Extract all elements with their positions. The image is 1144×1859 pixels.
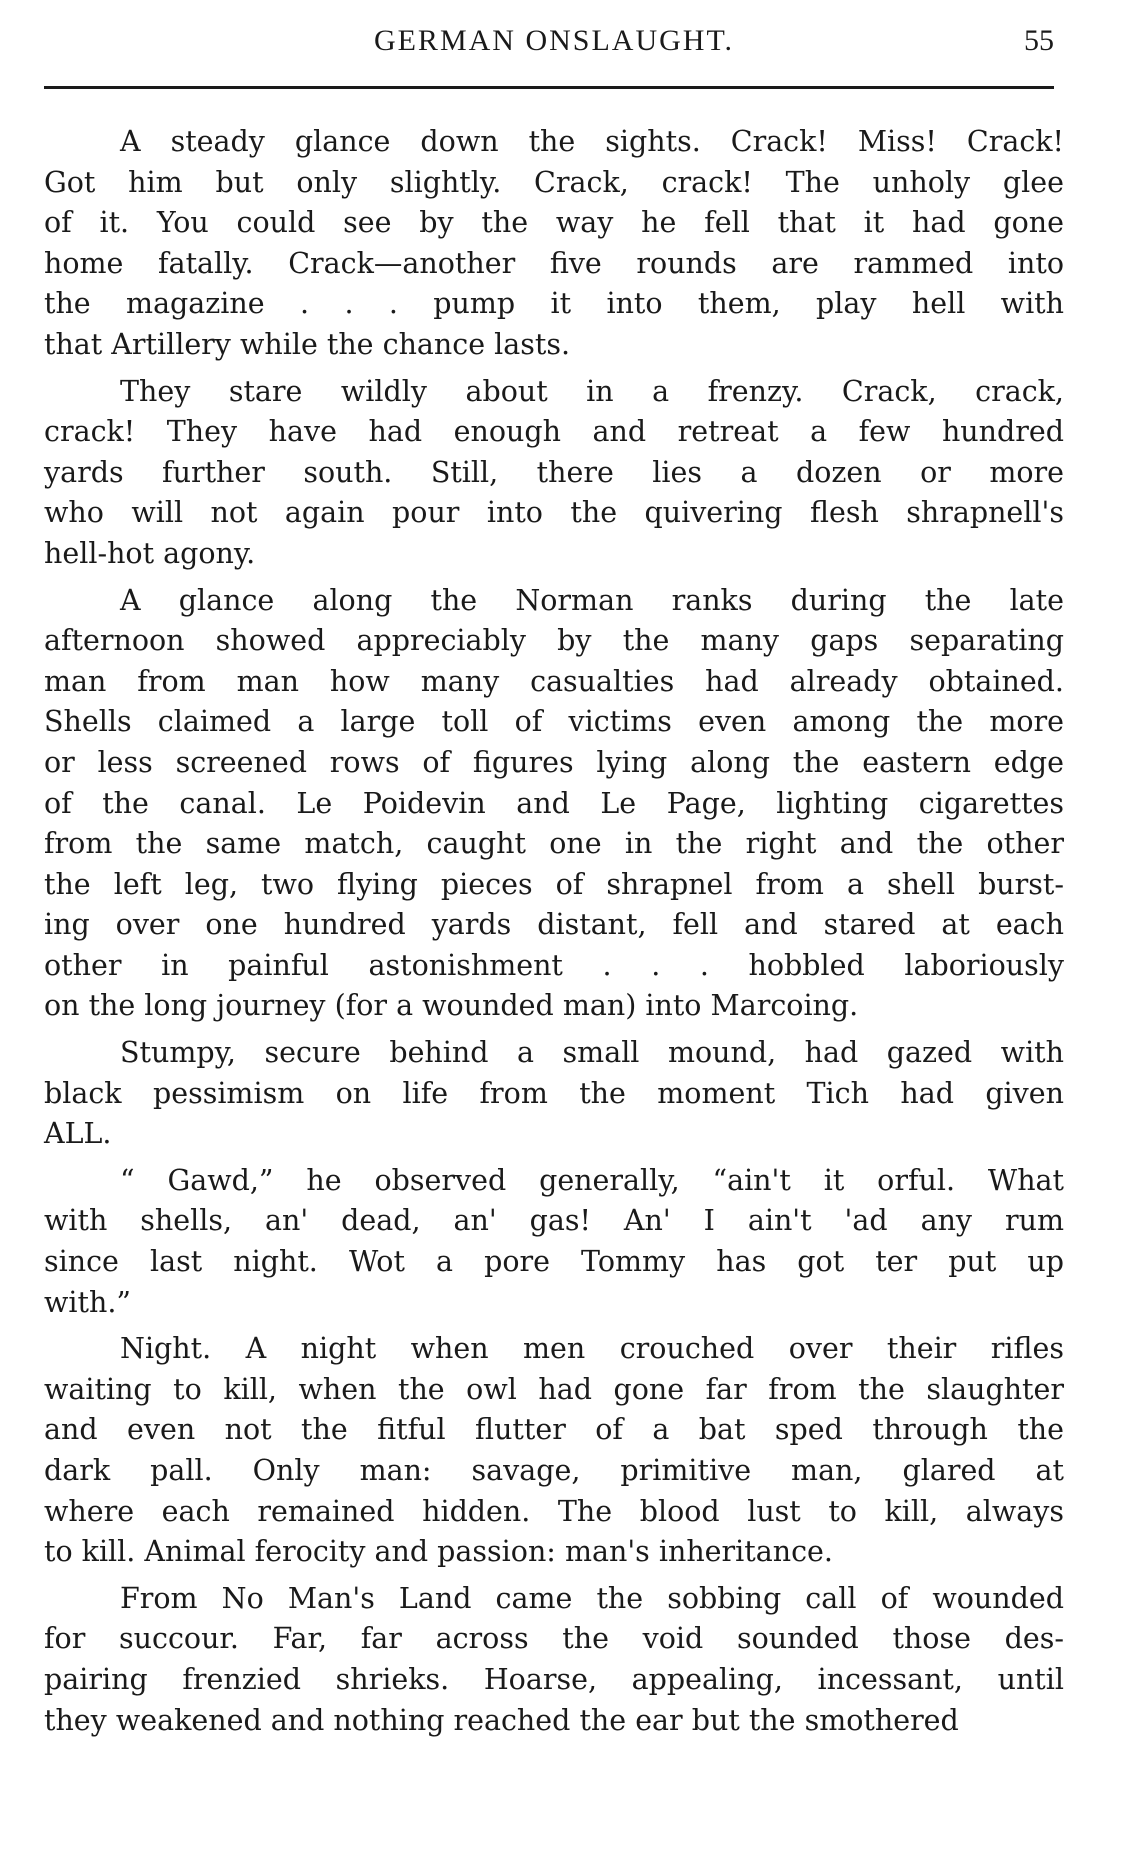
text-line: that Artillery while the chance lasts. — [44, 327, 571, 361]
text-line: they weakened and nothing reached the ear but the smothered — [44, 1703, 959, 1737]
text-line: from the same match, caught one in the right and the other — [44, 827, 1064, 861]
text-line: pairing frenzied shrieks. Hoarse, appealing, incessant, until — [44, 1662, 1064, 1696]
text-line: black pessimism on life from the moment Tich had given — [44, 1076, 1064, 1110]
text-line: ing over one hundred yards distant, fell and stared at each — [44, 908, 1064, 942]
text-line: the left leg, two flying pieces of shrapnel from a shell burst- — [44, 867, 1064, 901]
paragraph — [44, 1329, 1064, 1573]
text-line: yards further south. Still, there lies a dozen or more — [44, 455, 1064, 489]
text-line: hell-hot agony. — [44, 536, 256, 570]
paragraph — [44, 581, 1064, 1028]
header-rule — [44, 86, 1054, 89]
text-line: dark pall. Only man: savage, primitive man, glared at — [44, 1454, 1064, 1487]
page-header — [44, 24, 1064, 64]
paragraph — [44, 1579, 1064, 1741]
text-line: with.” — [44, 1285, 131, 1319]
running-title: GERMAN ONSLAUGHT. — [373, 24, 735, 57]
text-line: who will not again pour into the quivering flesh shrapnell's — [44, 496, 1064, 530]
paragraph — [44, 1033, 1064, 1155]
text-line: Got him but only slightly. Crack, crack! The unholy glee — [44, 165, 1064, 199]
text-line: or less screened rows of figures lying along the eastern edge — [44, 745, 1064, 779]
body-text — [44, 122, 1064, 1747]
text-line: other in painful astonishment . . . hobbled laboriously — [44, 948, 1064, 982]
text-line: ALL. — [44, 1117, 112, 1151]
text-line: A glance along the Norman ranks during the late — [120, 583, 1064, 617]
text-line: They stare wildly about in a frenzy. Crack, crack, — [120, 374, 1064, 408]
text-line: home fatally. Crack—another five rounds are rammed into — [44, 246, 1064, 280]
text-line: to kill. Animal ferocity and passion: man's inheritance. — [44, 1535, 833, 1569]
paragraph — [44, 1161, 1064, 1323]
text-line: “ Gawd,” he observed generally, “ain't it orful. What — [120, 1163, 1064, 1197]
text-line: for succour. Far, far across the void sounded those des- — [44, 1622, 1064, 1656]
text-line: on the long journey (for a wounded man) into Marcoing. — [44, 989, 859, 1023]
text-line: Shells claimed a large toll of victims even among the more — [44, 705, 1064, 739]
text-line: Night. A night when men crouched over their rifles — [120, 1332, 1064, 1366]
text-line: where each remained hidden. The blood lust to kill, always — [44, 1494, 1064, 1528]
text-line: crack! They have had enough and retreat a few hundred — [44, 415, 1064, 449]
text-line: of the canal. Le Poidevin and Le Page, lighting cigarettes — [44, 786, 1064, 820]
text-line: since last night. Wot a pore Tommy has got ter put up — [44, 1245, 1064, 1279]
text-line: afternoon showed appreciably by the many gaps separating — [44, 624, 1064, 658]
paragraph — [44, 372, 1064, 575]
text-line: Stumpy, secure behind a small mound, had gazed with — [120, 1036, 1064, 1070]
text-line: man from man how many casualties had already obtained. — [44, 664, 1064, 698]
text-line: waiting to kill, when the owl had gone far from the slaughter — [44, 1372, 1064, 1406]
text-line: of it. You could see by the way he fell that it had gone — [44, 206, 1064, 240]
text-line: A steady glance down the sights. Crack! Miss! Crack! — [120, 125, 1064, 158]
text-line: and even not the fitful flutter of a bat sped through the — [44, 1413, 1064, 1447]
text-line: with shells, an' dead, an' gas! An' I ain't 'ad any rum — [44, 1204, 1064, 1238]
text-line: the magazine . . . pump it into them, play hell with — [44, 287, 1064, 321]
paragraph — [44, 122, 1064, 366]
page-number: 55 — [1024, 24, 1054, 57]
text-line: From No Man's Land came the sobbing call of wounded — [120, 1581, 1064, 1615]
book-page — [44, 24, 1064, 1824]
